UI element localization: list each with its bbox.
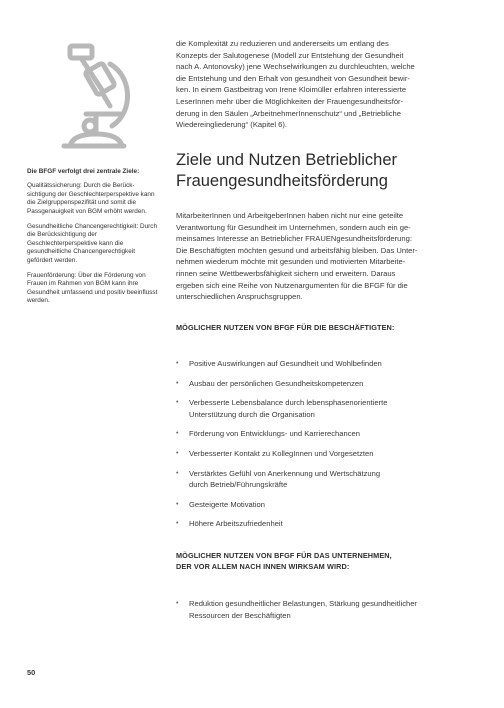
bullet-icon: • bbox=[176, 399, 179, 407]
text-line: LeserInnen mehr über die Möglichkeiten der Frauengesundheitsför- bbox=[176, 96, 404, 106]
section-title bbox=[176, 150, 458, 192]
company-benefits-heading: MÖGLICHER NUTZEN VON BFGF FÜR DAS UNTERNEHMEN, DER VOR ALLEM NACH INNEN WIRKSAM WIRD: bbox=[176, 551, 392, 571]
sidebar-paragraph: Frauenförderung: Über die Förderung von Frauen im Rahmen von BGM kann ihre Gesundheit umfassend und positiv beeinflusst werden. bbox=[27, 272, 158, 305]
list-item: • Förderung von Entwicklungs- und Karrierechancen bbox=[176, 429, 360, 439]
list-item: • Verbesserter Kontakt zu KollegInnen und Vorgesetzten bbox=[176, 448, 374, 458]
bullet-icon: • bbox=[176, 379, 179, 387]
text-line: die Entstehung und den Erhalt von gesundheit von Gesundheit bewir- bbox=[176, 73, 410, 83]
sidebar-paragraph: Qualitätssicherung: Durch die Berücksichtigung der Geschlechterperspektive kann die Zielgruppenspezifität und somit die Passgenauigkeit von BGM erhöht werden. bbox=[27, 182, 155, 215]
list-item: • Verbesserte Lebensbalance durch lebensphasenorientierte Unterstützung durch die Organisation bbox=[176, 398, 388, 419]
employees-benefits-heading: MÖGLICHER NUTZEN VON BFGF FÜR DIE BESCHÄFTIGTEN: bbox=[176, 323, 395, 332]
list-item: • Reduktion gesundheitlicher Belastungen, Stärkung gesundheitlicher Ressourcen der Beschäftigten bbox=[176, 599, 417, 620]
title-line: Frauengesundheitsförderung bbox=[176, 172, 388, 190]
text-line: derung in den Säulen „ArbeitnehmerInnenschutz“ und „Betriebliche bbox=[176, 108, 401, 118]
text-line: die Komplexität zu reduzieren und andererseits um entlang des bbox=[176, 39, 389, 48]
text-line: MitarbeiterInnen und ArbeitgeberInnen haben nicht nur eine geteilte bbox=[176, 211, 404, 220]
sidebar-note bbox=[27, 168, 159, 313]
text-line: unterschiedlichen Anspruchsgruppen. bbox=[176, 292, 303, 302]
text-line: Konzepts der Salutogenese (Modell zur Entstehung der Gesundheit bbox=[176, 50, 404, 60]
list-item: • Höhere Arbeitszufriedenheit bbox=[176, 519, 283, 529]
text-line: meinsames Interesse an Betrieblicher FRAUENgesundheitsförderung: bbox=[176, 234, 412, 244]
list-item: • Gesteigerte Motivation bbox=[176, 499, 265, 509]
list-item: • Ausbau der persönlichen Gesundheitskompetenzen bbox=[176, 378, 364, 388]
list-item: • Positive Auswirkungen auf Gesundheit und Wohlbefinden bbox=[176, 359, 382, 368]
bullet-icon: • bbox=[176, 469, 179, 477]
company-benefits-list bbox=[176, 598, 458, 621]
text-line: Verantwortung für Gesundheit im Unternehmen, sondern auch ein ge- bbox=[176, 222, 411, 232]
bullet-icon: • bbox=[176, 600, 179, 607]
text-line: Wiedereingliederung“ (Kapitel 6). bbox=[176, 120, 288, 130]
text-line: Die Beschäftigten möchten gesund und arbeitsfähig bleiben. Das Unter- bbox=[176, 245, 418, 255]
bullet-icon: • bbox=[176, 520, 179, 528]
list-item: • Verstärktes Gefühl von Anerkennung und Wertschätzung durch Betrieb/Führungskräfte bbox=[176, 468, 381, 490]
bullet-icon: • bbox=[176, 360, 179, 367]
sidebar-heading: Die BFGF verfolgt drei zentrale Ziele: bbox=[27, 168, 140, 175]
bullet-icon: • bbox=[176, 449, 179, 457]
text-line: rinnen seine Wettbewerbsfähigkeit sichern und erweitern. Daraus bbox=[176, 268, 396, 278]
intro-paragraph bbox=[176, 38, 458, 131]
sidebar-paragraph: Gesundheitliche Chancengerechtigkeit: Durch die Berücksichtigung der Geschlechterperspektive kann die gesundheitliche Chancengerechtigkeit gefördert werden. bbox=[27, 223, 158, 264]
microscope-icon bbox=[50, 42, 138, 160]
text-line: nehmen wiederum möchte mit gesunden und motivierten Mitarbeite- bbox=[176, 257, 406, 267]
text-line: ken. In einem Gastbeitrag von Irene Kloimüller erfahren interessierte bbox=[176, 85, 407, 95]
text-line: ergeben sich eine Reihe von Nutzenargumenten für die BFGF für die bbox=[176, 280, 408, 290]
section-paragraph bbox=[176, 210, 458, 303]
text-line: nach A. Antonovsky) jene Wechselwirkungen zu durchleuchten, welche bbox=[176, 62, 415, 72]
title-line: Ziele und Nutzen Betrieblicher bbox=[176, 151, 398, 169]
bullet-icon: • bbox=[176, 500, 179, 508]
bullet-icon: • bbox=[176, 430, 179, 438]
page-number: 50 bbox=[27, 668, 36, 677]
employees-benefits-list bbox=[176, 358, 458, 530]
